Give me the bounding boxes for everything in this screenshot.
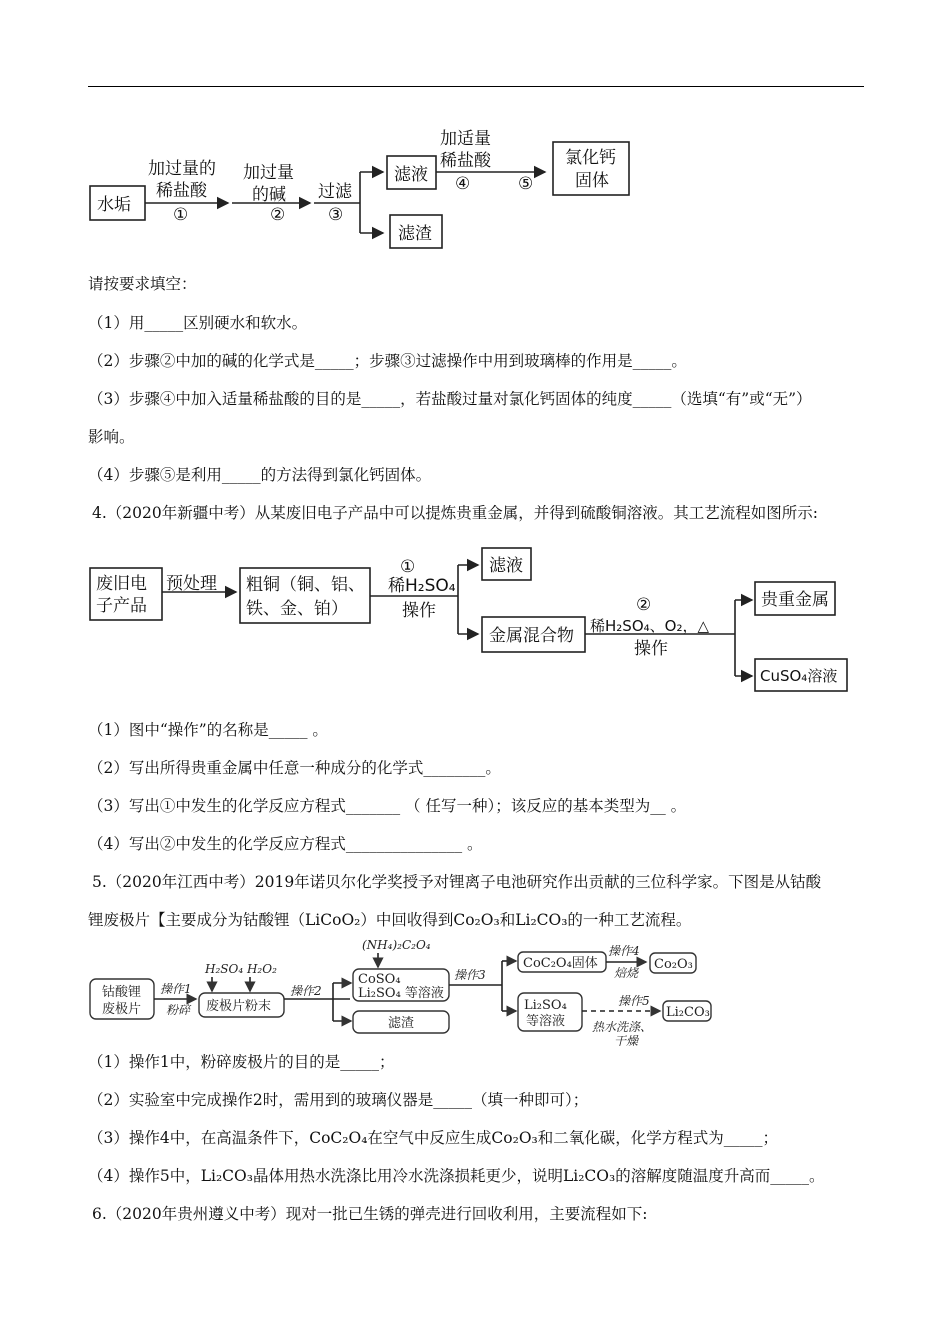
diagram-label: 等溶液 bbox=[526, 1014, 566, 1029]
diagram-label: 稀H₂SO₄、O₂，△ bbox=[590, 617, 709, 635]
diagram-label: 钴酸锂 bbox=[102, 985, 142, 1000]
diagram-label: ① bbox=[173, 205, 189, 225]
q5-title: 5.（2020年江西中考）2019年诺贝尔化学奖授予对锂离子电池研究作出贡献的三位科学家。下图是从钴酸 bbox=[92, 873, 822, 891]
diagram-label: 固体 bbox=[575, 171, 609, 191]
diagram-label: Li₂SO₄ bbox=[524, 998, 567, 1013]
diagram-label: 焙烧 bbox=[614, 966, 639, 980]
diagram-label: 操作 bbox=[634, 639, 668, 659]
q5-p2: （2）实验室中完成操作2时，需用到的玻璃仪器是_____（填一种即可）； bbox=[88, 1091, 589, 1109]
diagram-label: (NH₄)₂C₂O₄ bbox=[362, 938, 431, 952]
diagram-label: 金属混合物 bbox=[489, 626, 574, 646]
q4-p1: （1）图中“操作”的名称是_____ 。 bbox=[88, 721, 328, 739]
diagram-label: 操作1 bbox=[160, 982, 192, 996]
q3-p3a: （3）步骤④中加入适量稀盐酸的目的是_____，若盐酸过量对氯化钙固体的纯度_____（选填“有”或“无”） bbox=[88, 390, 812, 408]
q6-title: 6.（2020年贵州遵义中考）现对一批已生锈的弹壳进行回收利用，主要流程如下: bbox=[92, 1205, 648, 1223]
q3-p4: （4）步骤⑤是利用_____的方法得到氯化钙固体。 bbox=[88, 466, 432, 484]
diagram-label: 预处理 bbox=[166, 574, 217, 594]
diagram-label: 粉碎 bbox=[166, 1003, 191, 1017]
diagram-label: 稀H₂SO₄ bbox=[388, 576, 456, 596]
q5-p1: （1）操作1中，粉碎废极片的目的是_____； bbox=[88, 1053, 395, 1071]
diagram-label: ③ bbox=[328, 205, 344, 225]
diagram-label: 稀盐酸 bbox=[440, 151, 491, 171]
diagram-label: CoSO₄ bbox=[358, 972, 401, 987]
q5-p4: （4）操作5中，Li₂CO₃晶体用热水洗涤比用冷水洗涤损耗更少，说明Li₂CO₃的溶解度随温度升高而_____。 bbox=[88, 1167, 825, 1185]
q3-p2: （2）步骤②中加的碱的化学式是_____；步骤③过滤操作中用到玻璃棒的作用是_____。 bbox=[88, 352, 687, 370]
diagram-label: CoC₂O₄固体 bbox=[523, 956, 598, 971]
q5-p3: （3）操作4中，在高温条件下，CoC₂O₄在空气中反应生成Co₂O₃和二氧化碳，化学方程式为_____； bbox=[88, 1129, 778, 1147]
diagram-label: 滤渣 bbox=[388, 1016, 415, 1031]
diagram-label: 干燥 bbox=[614, 1034, 639, 1048]
diagram-label: 热水洗涤、 bbox=[592, 1020, 653, 1034]
diagram-label: Co₂O₃ bbox=[654, 957, 693, 972]
diagram-label: 过滤 bbox=[318, 182, 352, 202]
diagram-label: 铁、金、铂） bbox=[246, 599, 348, 619]
label-scale: 水垢 bbox=[97, 195, 131, 215]
diagram-label: 加过量的 bbox=[148, 159, 216, 179]
diagram-label: ⑤ bbox=[518, 174, 534, 194]
q4-p4: （4）写出②中发生的化学反应方程式_______________ 。 bbox=[88, 835, 483, 853]
q3-intro: 请按要求填空： bbox=[88, 275, 197, 293]
flowchart-lithium-recovery bbox=[0, 935, 950, 1050]
q4-title: 4.（2020年新疆中考）从某废旧电子产品中可以提炼贵重金属，并得到硫酸铜溶液。其工艺流程如图所示: bbox=[92, 504, 818, 522]
diagram-label: 粗铜（铜、铝、 bbox=[246, 575, 365, 595]
diagram-label: 滤渣 bbox=[398, 224, 432, 244]
diagram-label: Li₂SO₄ 等溶液 bbox=[358, 986, 444, 1001]
diagram-label: 废旧电 bbox=[96, 574, 147, 594]
q3-p1: （1）用_____区别硬水和软水。 bbox=[88, 314, 308, 332]
q5-title2: 锂废极片【主要成分为钴酸锂（LiCoO₂）中回收得到Co₂O₃和Li₂CO₃的一种工艺流程。 bbox=[88, 911, 692, 929]
diagram-label: ② bbox=[270, 205, 286, 225]
diagram-label: 稀盐酸 bbox=[156, 181, 207, 201]
diagram-label: H₂SO₄ H₂O₂ bbox=[205, 962, 277, 976]
diagram-label: 贵重金属 bbox=[761, 590, 829, 610]
diagram-label: 滤液 bbox=[489, 556, 523, 576]
diagram-label: 操作3 bbox=[454, 968, 486, 982]
diagram-label: 加适量 bbox=[440, 129, 491, 149]
diagram-label: 废极片粉末 bbox=[206, 999, 272, 1014]
diagram-label: 操作5 bbox=[618, 994, 650, 1008]
diagram-label: 操作4 bbox=[608, 944, 640, 958]
diagram-label: 废极片 bbox=[102, 1002, 142, 1017]
q3-p3b: 影响。 bbox=[88, 428, 135, 446]
diagram-label: 子产品 bbox=[96, 596, 147, 616]
diagram-label: ① bbox=[400, 557, 416, 577]
diagram-label: 操作 bbox=[402, 601, 436, 621]
diagram-label: 滤液 bbox=[394, 165, 428, 185]
diagram-label: 的碱 bbox=[252, 185, 286, 205]
diagram-label: 操作2 bbox=[290, 984, 322, 998]
q4-p3: （3）写出①中发生的化学反应方程式_______ （ 任写一种）；该反应的基本类型为__ 。 bbox=[88, 797, 687, 815]
diagram-label: Li₂CO₃ bbox=[666, 1005, 710, 1020]
diagram-label: ④ bbox=[455, 174, 471, 194]
diagram-label: ② bbox=[636, 595, 652, 615]
q4-p2: （2）写出所得贵重金属中任意一种成分的化学式________。 bbox=[88, 759, 501, 777]
flowchart-precious-metal bbox=[0, 540, 950, 695]
diagram-label: CuSO₄溶液 bbox=[760, 667, 838, 685]
diagram-label: 加过量 bbox=[243, 163, 294, 183]
diagram-label: 氯化钙 bbox=[565, 148, 616, 168]
flowchart-calcium-chloride bbox=[0, 0, 950, 260]
